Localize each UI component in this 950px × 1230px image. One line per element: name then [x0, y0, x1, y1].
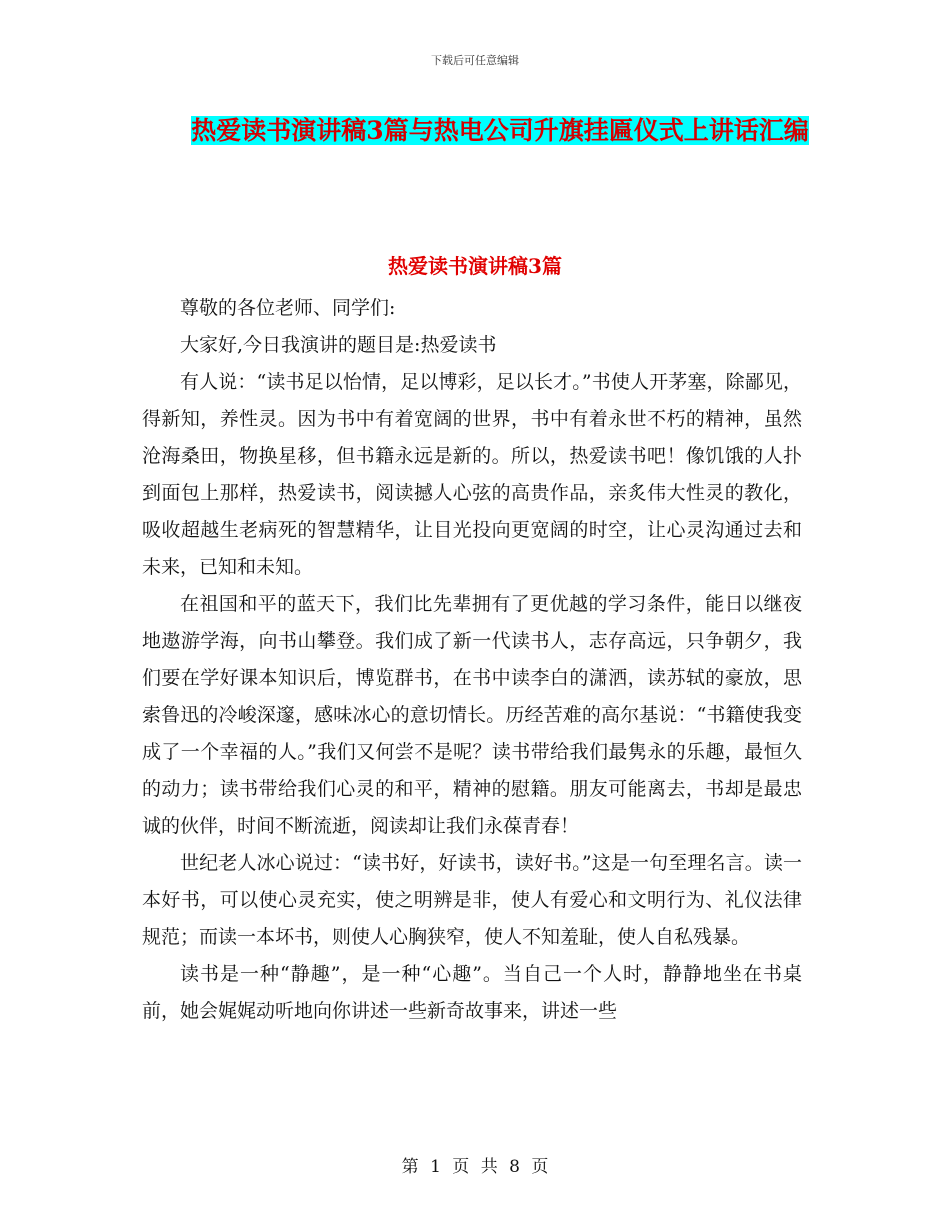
paragraph: 读书是一种“静趣”，是一种“心趣”。当自己一个人时，静静地坐在书桌前，她会娓娓动听地向你讲述一些新奇故事来，讲述一些: [142, 963, 802, 1022]
section-title: 热爱读书演讲稿3篇: [388, 254, 562, 278]
page-number: 第 1 页 共 8 页: [401, 1157, 549, 1177]
header-note: 下载后可任意编辑: [431, 54, 519, 67]
paragraph: 有人说：“读书足以怡情，足以博彩，足以长才。”书使人开茅塞，除鄙见，得新知，养性灵。因为书中有着宽阔的世界，书中有着永世不朽的精神，虽然沧海桑田，物换星移，但书籍永远是新的。所以，热爱读书吧！像饥饿的人扑到面包上那样，热爱读书，阅读撼人心弦的高贵作品，亲炙伟大性灵的教化，吸收超越生老病死的智慧精华，让目光投向更宽阔的时空，让心灵沟通过去和未来，已知和未知。: [142, 371, 802, 578]
document-title-text: 热爱读书演讲稿3篇与热电公司升旗挂匾仪式上讲话汇编: [191, 116, 809, 145]
paragraph-greeting: 大家好,今日我演讲的题目是:热爱读书: [180, 334, 497, 356]
paragraph-salutation: 尊敬的各位老师、同学们:: [180, 297, 396, 319]
paragraph: 在祖国和平的蓝天下，我们比先辈拥有了更优越的学习条件，能日以继夜地遨游学海，向书山攀登。我们成了新一代读书人，志存高远，只争朝夕，我们要在学好课本知识后，博览群书，在书中读李白的潇洒，读苏轼的豪放，思索鲁迅的冷峻深邃，感味冰心的意切情长。历经苦难的高尔基说：“书籍使我变成了一个幸福的人。”我们又何尝不是呢？读书带给我们最隽永的乐趣，最恒久的动力；读书带给我们心灵的和平，精神的慰籍。朋友可能离去，书却是最忠诚的伙伴，时间不断流逝，阅读却让我们永葆青春！: [142, 593, 802, 837]
document-title: [150, 108, 850, 154]
paragraph: 世纪老人冰心说过：“读书好，好读书，读好书。”这是一句至理名言。读一本好书，可以使心灵充实，使之明辨是非，使人有爱心和文明行为、礼仪法律规范；而读一本坏书，则使人心胸狭窄，使人不知羞耻，使人自私残暴。: [142, 852, 802, 948]
body-text: [142, 290, 802, 1030]
